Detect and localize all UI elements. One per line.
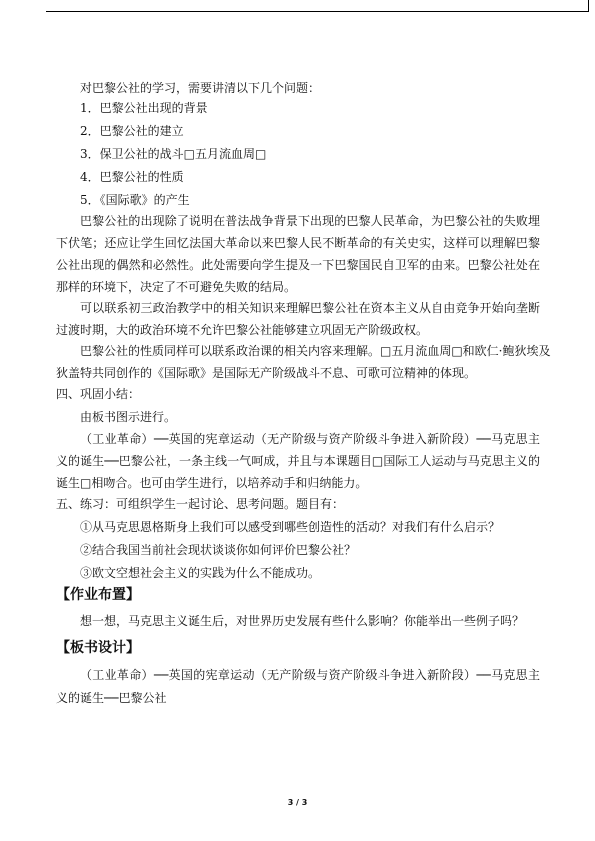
list-item-5: 5．《国际歌》的产生: [80, 193, 190, 207]
paragraph-line: 过渡时期，大的政治环境不允许巴黎公社能够建立巩固无产阶级政权。: [56, 323, 429, 337]
text-line-intro: 对巴黎公社的学习，需要讲清以下几个问题：: [80, 81, 321, 95]
list-item-2: 2．巴黎公社的建立: [80, 124, 184, 138]
header-rule: [46, 11, 589, 12]
list-item-4: 4．巴黎公社的性质: [80, 170, 184, 184]
board-design-line: （工业革命）──英国的宪章运动（无产阶级与资产阶级斗争进入新阶段）──马克思主: [80, 668, 540, 682]
paragraph-line: 诞生□相吻合。也可由学生进行，以培养动手和归纳能力。: [56, 476, 368, 490]
page-number: 3 / 3: [287, 798, 308, 807]
paragraph-line: 狄盖特共同创作的《国际歌》是国际无产阶级战斗不息、可歌可泣精神的体现。: [56, 366, 477, 380]
question-3: ③欧文空想社会主义的实践为什么不能成功。: [80, 566, 321, 580]
board-design-line: 义的诞生──巴黎公社: [56, 691, 167, 705]
question-2: ②结合我国当前社会现状谈谈你如何评价巴黎公社？: [80, 543, 357, 557]
list-item-3: 3．保卫公社的战斗□五月流血周□: [80, 147, 267, 161]
paragraph-line: 巴黎公社的性质同样可以联系政治课的相关内容来理解。□五月流血周□和欧仁·鲍狄埃及: [80, 344, 551, 358]
paragraph-line: 巴黎公社的出现除了说明在普法战争背景下出现的巴黎人民革命，为巴黎公社的失败埋: [80, 214, 540, 228]
paragraph-line: （工业革命）──英国的宪章运动（无产阶级与资产阶级斗争进入新阶段）──马克思主: [80, 432, 540, 446]
paragraph-line: 由板书图示进行。: [80, 410, 177, 424]
section-heading-summary: 四、巩固小结：: [56, 387, 141, 401]
paragraph-line: 可以联系初三政治教学中的相关知识来理解巴黎公社在资本主义从自由竞争开始向垄断: [80, 301, 540, 315]
heading-board-design: 【板书设计】: [56, 640, 140, 656]
list-item-1: 1．巴黎公社出现的背景: [80, 101, 208, 115]
header-rule-end: [588, 0, 589, 12]
homework-text: 想一想，马克思主义诞生后，对世界历史发展有些什么影响？你能举出一些例子吗？: [80, 614, 525, 628]
question-1: ①从马克思恩格斯身上我们可以感受到哪些创造性的活动？对我们有什么启示？: [80, 520, 501, 534]
heading-homework: 【作业布置】: [56, 587, 140, 603]
paragraph-line: 那样的环境下，决定了不可避免失败的结局。: [56, 280, 297, 294]
paragraph-line: 下伏笔；还应让学生回忆法国大革命以来巴黎人民不断革命的有关史实，这样可以理解巴黎: [56, 236, 540, 250]
paragraph-line: 公社出现的偶然和必然性。此处需要向学生提及一下巴黎国民自卫军的由来。巴黎公社处在: [56, 258, 540, 272]
section-heading-exercise: 五、练习：可组织学生一起讨论、思考问题。题目有：: [56, 497, 345, 511]
paragraph-line: 义的诞生──巴黎公社，一条主线一气呵成，并且与本课题目□国际工人运动与马克思主义的: [56, 454, 540, 468]
